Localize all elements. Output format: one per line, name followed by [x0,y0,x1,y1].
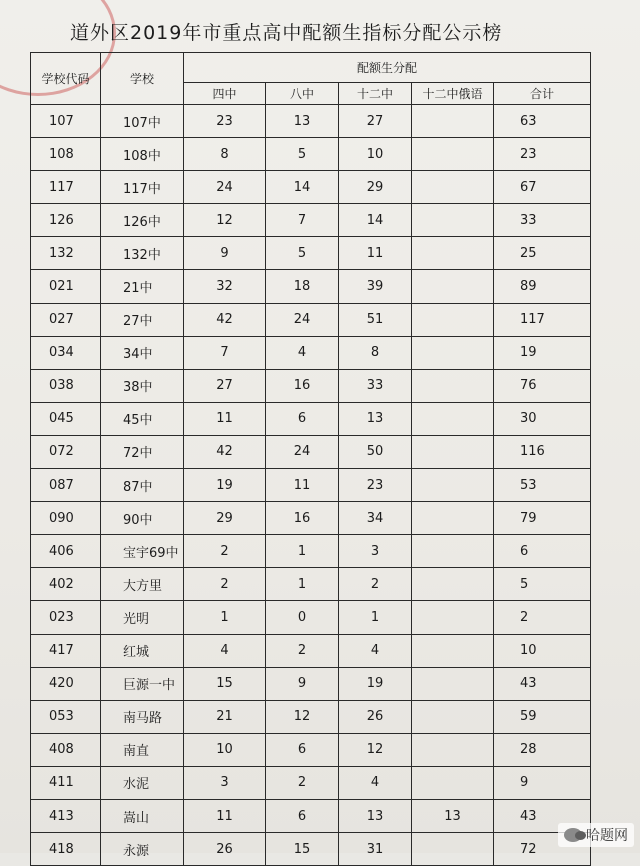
cell-total: 117 [494,303,591,336]
cell-school-code: 117 [31,171,101,204]
table-header [31,53,591,105]
header-total: 合计 [494,83,591,105]
cell-shierzhong-russian [412,833,494,866]
cell-shierzhong-russian [412,435,494,468]
cell-school-name: 光明 [101,601,184,634]
cell-sizhong: 24 [184,171,266,204]
cell-school-name: 水泥 [101,766,184,799]
cell-sizhong: 15 [184,667,266,700]
cell-sizhong: 2 [184,535,266,568]
table-row [31,601,591,634]
cell-sizhong: 23 [184,105,266,138]
cell-shierzhong: 34 [339,502,412,535]
cell-shierzhong-russian [412,204,494,237]
cell-school-name: 107中 [101,105,184,138]
cell-bazhong: 4 [266,336,339,369]
cell-shierzhong: 3 [339,535,412,568]
cell-bazhong: 1 [266,568,339,601]
cell-bazhong: 16 [266,369,339,402]
cell-total: 116 [494,435,591,468]
cell-bazhong: 24 [266,435,339,468]
cell-total: 30 [494,402,591,435]
cell-sizhong: 12 [184,204,266,237]
cell-total: 53 [494,469,591,502]
cell-total: 33 [494,204,591,237]
cell-sizhong: 3 [184,766,266,799]
cell-school-code: 023 [31,601,101,634]
cell-shierzhong-russian [412,502,494,535]
cell-bazhong: 13 [266,105,339,138]
table-row [31,369,591,402]
table-row [31,270,591,303]
cell-shierzhong: 4 [339,766,412,799]
table-row [31,502,591,535]
cell-school-code: 417 [31,634,101,667]
cell-school-name: 永源 [101,833,184,866]
cell-school-code: 413 [31,799,101,832]
cell-school-code: 126 [31,204,101,237]
cell-school-code: 406 [31,535,101,568]
cell-school-code: 045 [31,402,101,435]
cell-total: 89 [494,270,591,303]
cell-shierzhong-russian [412,402,494,435]
cell-bazhong: 14 [266,171,339,204]
cell-school-name: 45中 [101,402,184,435]
cell-shierzhong-russian [412,469,494,502]
cell-school-name: 34中 [101,336,184,369]
table-row [31,303,591,336]
table-row [31,138,591,171]
table-row [31,535,591,568]
table-row [31,766,591,799]
cell-total: 23 [494,138,591,171]
cell-sizhong: 27 [184,369,266,402]
wechat-icon [564,828,582,842]
cell-shierzhong: 14 [339,204,412,237]
table-row [31,204,591,237]
table-row [31,105,591,138]
table-row [31,700,591,733]
cell-school-name: 宝宇69中 [101,535,184,568]
cell-school-code: 420 [31,667,101,700]
cell-sizhong: 1 [184,601,266,634]
cell-bazhong: 6 [266,733,339,766]
cell-shierzhong: 29 [339,171,412,204]
cell-bazhong: 24 [266,303,339,336]
cell-sizhong: 9 [184,237,266,270]
cell-bazhong: 15 [266,833,339,866]
header-shierzhong-russian: 十二中俄语 [412,83,494,105]
cell-shierzhong: 27 [339,105,412,138]
cell-total: 63 [494,105,591,138]
cell-sizhong: 11 [184,799,266,832]
cell-school-name: 红城 [101,634,184,667]
cell-shierzhong-russian [412,336,494,369]
cell-shierzhong: 13 [339,402,412,435]
cell-sizhong: 42 [184,303,266,336]
cell-total: 43 [494,667,591,700]
table-row [31,402,591,435]
cell-school-code: 408 [31,733,101,766]
header-bazhong: 八中 [266,83,339,105]
cell-total: 72 [494,833,591,866]
cell-shierzhong: 8 [339,336,412,369]
cell-school-name: 90中 [101,502,184,535]
cell-total: 67 [494,171,591,204]
cell-total: 76 [494,369,591,402]
table-row [31,336,591,369]
cell-school-code: 132 [31,237,101,270]
cell-school-code: 053 [31,700,101,733]
cell-sizhong: 29 [184,502,266,535]
cell-bazhong: 18 [266,270,339,303]
cell-bazhong: 5 [266,237,339,270]
watermark [558,823,634,847]
cell-bazhong: 16 [266,502,339,535]
cell-sizhong: 11 [184,402,266,435]
header-sizhong: 四中 [184,83,266,105]
cell-bazhong: 9 [266,667,339,700]
cell-shierzhong-russian [412,270,494,303]
cell-total: 5 [494,568,591,601]
cell-school-code: 038 [31,369,101,402]
cell-sizhong: 2 [184,568,266,601]
cell-shierzhong: 11 [339,237,412,270]
table-row [31,634,591,667]
header-shierzhong: 十二中 [339,83,412,105]
cell-shierzhong: 1 [339,601,412,634]
cell-shierzhong-russian [412,105,494,138]
cell-shierzhong: 13 [339,799,412,832]
cell-school-name: 117中 [101,171,184,204]
cell-bazhong: 1 [266,535,339,568]
cell-shierzhong: 10 [339,138,412,171]
table-row [31,833,591,866]
cell-school-code: 411 [31,766,101,799]
cell-shierzhong-russian [412,634,494,667]
cell-shierzhong: 2 [339,568,412,601]
cell-sizhong: 26 [184,833,266,866]
cell-total: 25 [494,237,591,270]
cell-sizhong: 4 [184,634,266,667]
cell-school-code: 418 [31,833,101,866]
cell-bazhong: 11 [266,469,339,502]
cell-school-name: 87中 [101,469,184,502]
cell-total: 2 [494,601,591,634]
cell-school-name: 38中 [101,369,184,402]
header-school-code: 学校代码 [31,53,101,105]
cell-school-name: 巨源一中 [101,667,184,700]
cell-sizhong: 7 [184,336,266,369]
cell-school-name: 132中 [101,237,184,270]
cell-total: 59 [494,700,591,733]
cell-shierzhong: 33 [339,369,412,402]
cell-sizhong: 21 [184,700,266,733]
cell-sizhong: 42 [184,435,266,468]
cell-school-name: 72中 [101,435,184,468]
cell-shierzhong-russian [412,369,494,402]
cell-school-code: 107 [31,105,101,138]
table-row [31,667,591,700]
quota-allocation-table [30,52,591,866]
cell-shierzhong-russian: 13 [412,799,494,832]
table-row [31,799,591,832]
cell-school-name: 27中 [101,303,184,336]
watermark-text: 哈题网 [586,828,628,844]
cell-bazhong: 6 [266,799,339,832]
table-row [31,171,591,204]
cell-school-name: 南直 [101,733,184,766]
cell-total: 43 [494,799,591,832]
cell-school-code: 027 [31,303,101,336]
cell-shierzhong: 12 [339,733,412,766]
cell-school-code: 090 [31,502,101,535]
cell-school-name: 21中 [101,270,184,303]
cell-shierzhong-russian [412,568,494,601]
cell-shierzhong-russian [412,733,494,766]
cell-shierzhong-russian [412,138,494,171]
cell-total: 19 [494,336,591,369]
cell-shierzhong-russian [412,171,494,204]
cell-shierzhong: 31 [339,833,412,866]
table-row [31,469,591,502]
cell-school-code: 108 [31,138,101,171]
cell-bazhong: 2 [266,766,339,799]
cell-shierzhong-russian [412,667,494,700]
cell-shierzhong-russian [412,535,494,568]
cell-shierzhong-russian [412,766,494,799]
page-title: 道外区2019年市重点高中配额生指标分配公示榜 [70,22,503,44]
table-row [31,237,591,270]
cell-sizhong: 10 [184,733,266,766]
cell-school-code: 087 [31,469,101,502]
header-quota-group: 配额生分配 [184,53,591,83]
cell-bazhong: 0 [266,601,339,634]
cell-school-name: 嵩山 [101,799,184,832]
cell-shierzhong: 19 [339,667,412,700]
cell-shierzhong: 50 [339,435,412,468]
cell-school-name: 108中 [101,138,184,171]
table-body [31,105,591,866]
cell-shierzhong: 39 [339,270,412,303]
cell-bazhong: 12 [266,700,339,733]
cell-sizhong: 8 [184,138,266,171]
cell-bazhong: 7 [266,204,339,237]
cell-school-code: 021 [31,270,101,303]
cell-school-code: 072 [31,435,101,468]
cell-bazhong: 6 [266,402,339,435]
cell-school-code: 402 [31,568,101,601]
cell-school-name: 南马路 [101,700,184,733]
cell-bazhong: 2 [266,634,339,667]
cell-school-code: 034 [31,336,101,369]
table-row [31,568,591,601]
cell-shierzhong-russian [412,601,494,634]
cell-sizhong: 32 [184,270,266,303]
cell-shierzhong-russian [412,303,494,336]
cell-shierzhong-russian [412,700,494,733]
cell-total: 6 [494,535,591,568]
cell-total: 10 [494,634,591,667]
cell-shierzhong: 26 [339,700,412,733]
cell-sizhong: 19 [184,469,266,502]
cell-bazhong: 5 [266,138,339,171]
cell-shierzhong: 23 [339,469,412,502]
table-row [31,435,591,468]
cell-school-name: 大方里 [101,568,184,601]
header-school: 学校 [101,53,184,105]
cell-total: 9 [494,766,591,799]
cell-shierzhong-russian [412,237,494,270]
table-row [31,733,591,766]
cell-shierzhong: 51 [339,303,412,336]
cell-total: 79 [494,502,591,535]
cell-shierzhong: 4 [339,634,412,667]
cell-total: 28 [494,733,591,766]
cell-school-name: 126中 [101,204,184,237]
